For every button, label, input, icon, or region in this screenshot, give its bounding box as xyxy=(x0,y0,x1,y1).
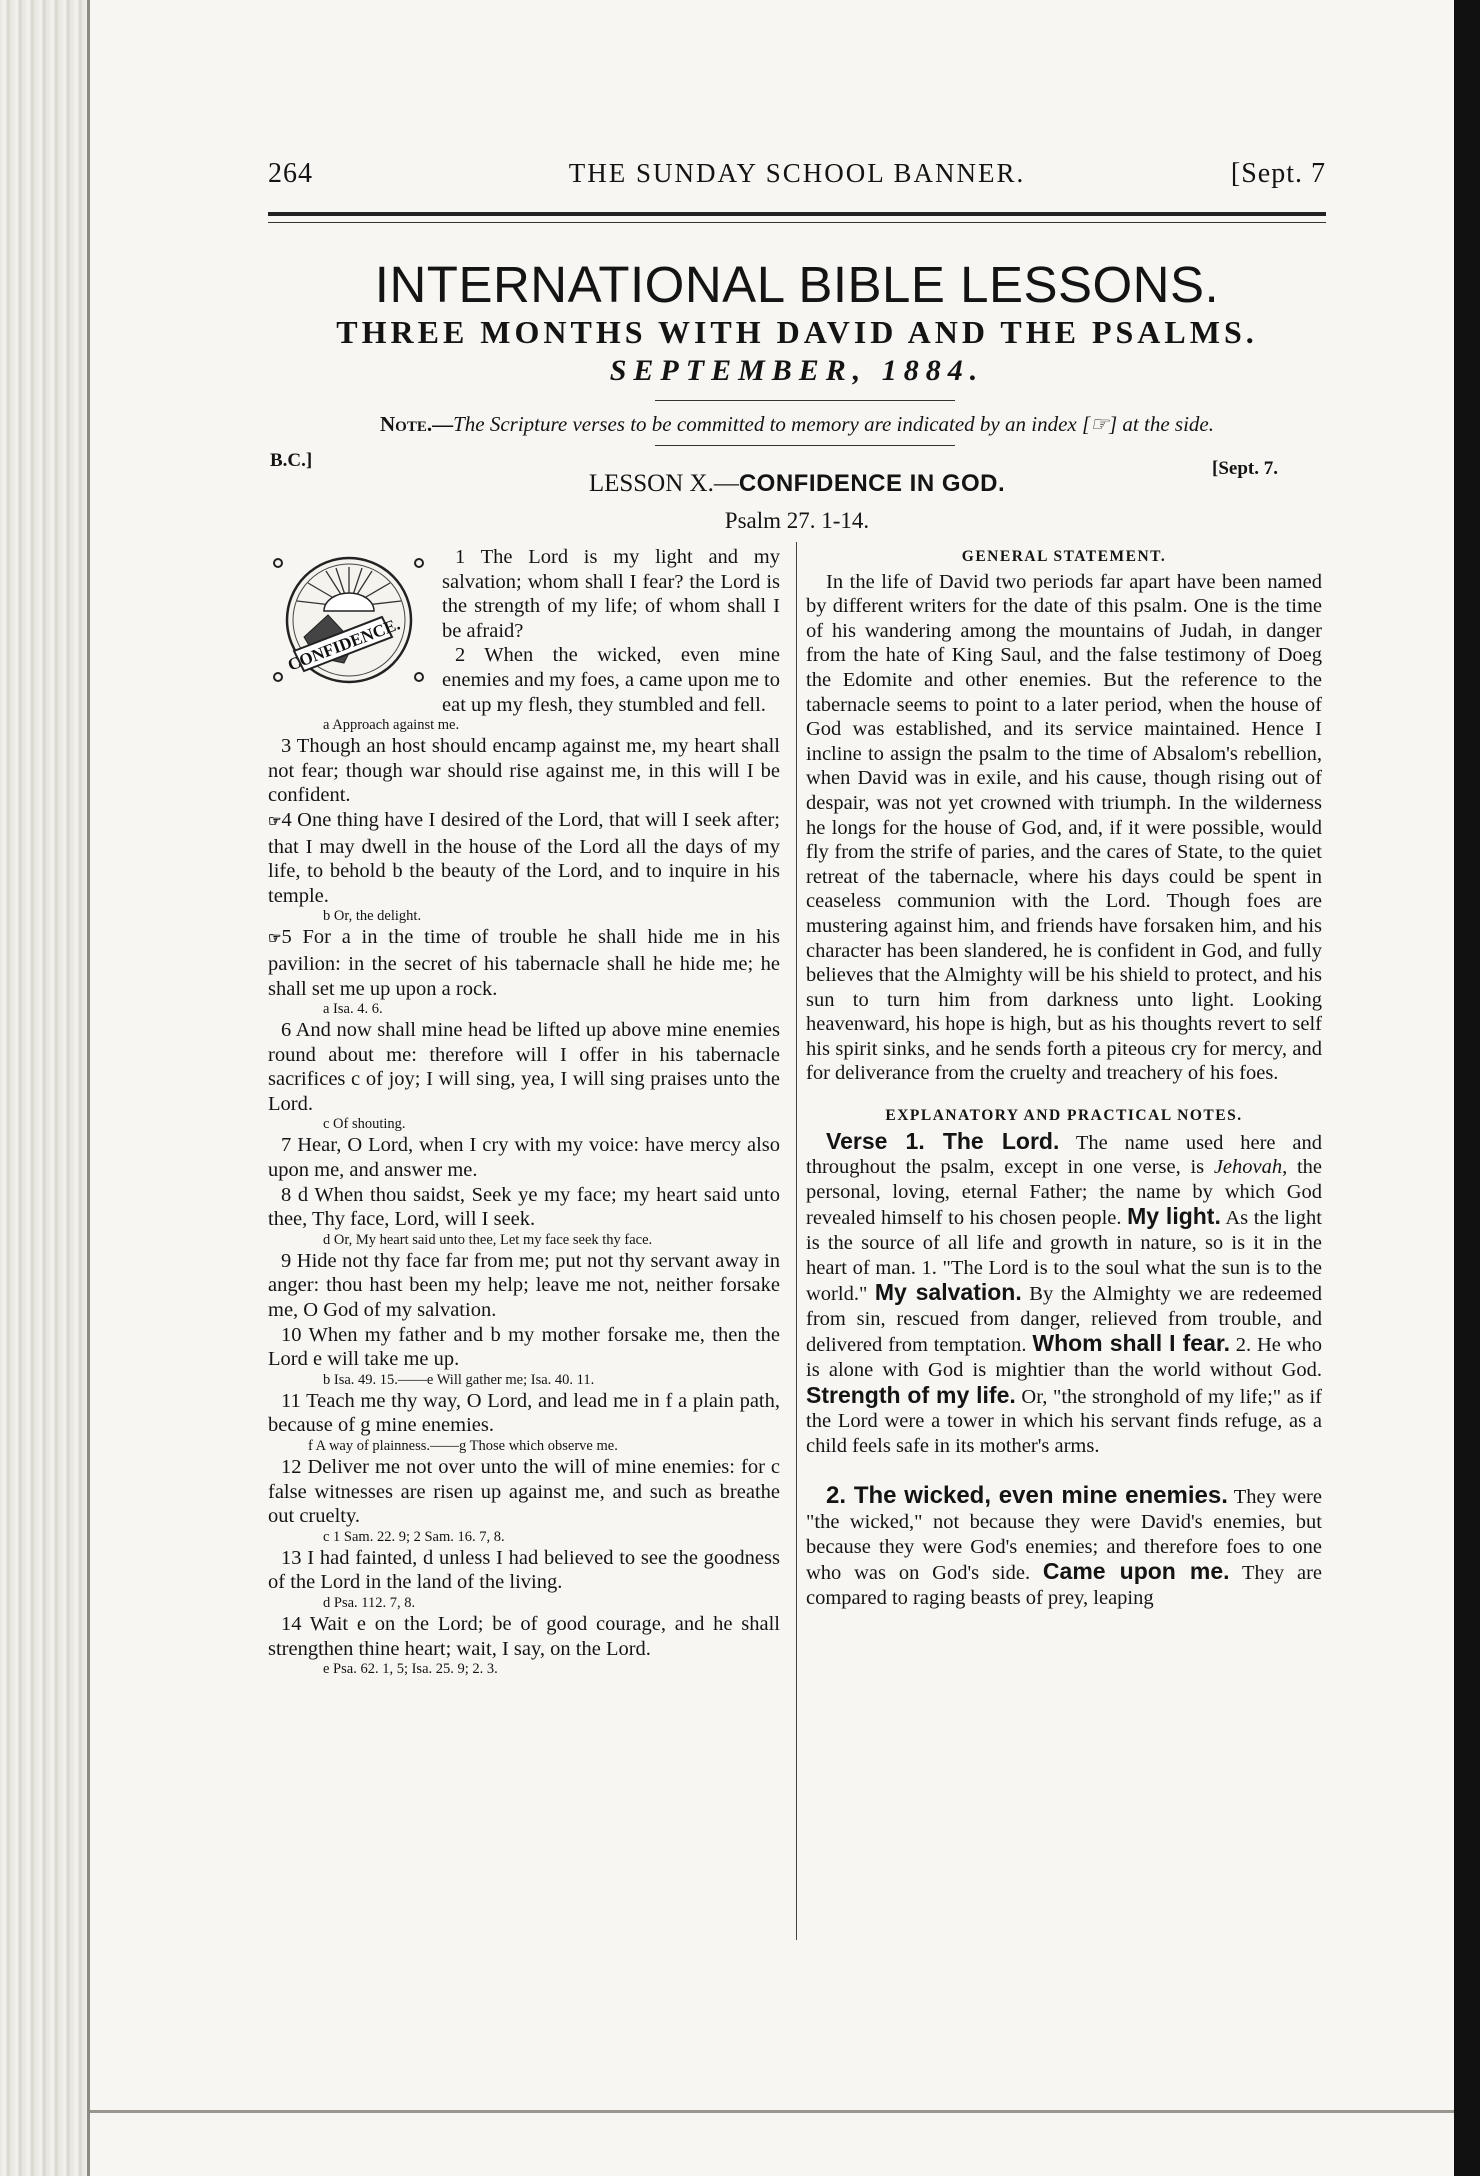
general-statement-text: In the life of David two periods far apart have been named by different writers for the date of this psalm. One is the time of his wandering among the mountains of Judah, in danger from the hate of King Saul, and the false testimony of Doeg the Edomite and other enemies. But the reference to the tabernacle seems to point to a later period, when the house of God was established, and its service maintained. Hence I incline to assign the psalm to the time of Absalom's rebellion, when David was in exile, and his cause, though rising out of despair, was not yet crowned with triumph. In the wilderness he longs for the house of God, and, if it were possible, would fly from the strife of paries, and the cares of State, to the quiet retreat of the tabernacle, where his days could be spent in ceaseless communion with the Lord. Though foes are mustering against him, and friends have forsaken him, and his character has been slandered, he is confident in God, and fully believes that the Almighty will be his shield to protect, and his sun to turn him from darkness unto light. Looking heavenward, his hope is high, but as his thoughts revert to self his spirit sinks, and he sends forth a piteous cry for mercy, and for deliverance from the cruelty and treachery of his foes. xyxy=(806,570,1322,1085)
verse-14: 14 Wait e on the Lord; be of good courage, and he shall strengthen thine heart; wait, I say, on the Lord. xyxy=(268,1612,780,1660)
margin-bc: B.C.] xyxy=(270,450,313,471)
page-number: 264 xyxy=(268,158,313,189)
verse-5-text: 5 For a in the time of trouble he shall hide me in his pavilion: in the secret of his tabernacle shall he hide me; he shall set me up upon a rock. xyxy=(268,926,780,1000)
verse-7: 7 Hear, O Lord, when I cry with my voice: have mercy also upon me, and answer me. xyxy=(268,1134,780,1182)
verse-8: 8 d When thou saidst, Seek ye my face; my heart said unto thee, Thy face, Lord, will I seek. xyxy=(268,1183,780,1231)
verse-9: 9 Hide not thy face far from me; put not thy servant away in anger: thou hast been my help; leave me not, neither forsake me, O God of my salvation. xyxy=(268,1249,780,1322)
verse-13: 13 I had fainted, d unless I had believed to see the goodness of the Lord in the land of the living. xyxy=(268,1546,780,1594)
verse-2: 2 When the wicked, even mine enemies and my foes, a came upon me to eat up my flesh, they stumbled and fell. xyxy=(442,644,780,716)
confidence-emblem-icon xyxy=(264,545,434,695)
divider xyxy=(655,400,955,401)
verse-6: 6 And now shall mine head be lifted up above mine enemies round about me: therefore will I offer in his tabernacle sacrifices c of joy; I will sing, yea, I will sing praises unto the Lord. xyxy=(268,1019,780,1115)
verse-12: 12 Deliver me not over unto the will of mine enemies: for c false witnesses are risen up against me, and such as breathe out cruelty. xyxy=(268,1456,780,1528)
general-statement-heading: GENERAL STATEMENT. xyxy=(961,548,1167,565)
note-label: Note.— xyxy=(380,412,454,436)
divider xyxy=(655,445,955,446)
footnote: b Isa. 49. 15.——e Will gather me; Isa. 40. 11. xyxy=(323,1371,595,1388)
footnote: b Or, the delight. xyxy=(323,908,422,925)
scripture-column xyxy=(268,545,780,1678)
footnote: a Approach against me. xyxy=(323,717,460,734)
notes-heading: EXPLANATORY AND PRACTICAL NOTES. xyxy=(885,1107,1243,1125)
lesson-heading xyxy=(268,470,1326,498)
scripture-reference: Psalm 27. 1-14. xyxy=(724,508,870,533)
publication-title: THE SUNDAY SCHOOL BANNER. xyxy=(568,158,1026,188)
margin-date: [Sept. 7. xyxy=(1212,458,1278,479)
verse-10: 10 When my father and b my mother forsake me, then the Lord e will take me up. xyxy=(268,1323,780,1371)
header-rule xyxy=(268,212,1326,216)
emblem-text: CONFIDENCE. xyxy=(285,614,403,675)
commentary-column xyxy=(806,545,1322,1610)
footnote: c 1 Sam. 22. 9; 2 Sam. 16. 7, 8. xyxy=(323,1528,505,1545)
verse-11: 11 Teach me thy way, O Lord, and lead me in f a plain path, because of g mine enemies. xyxy=(268,1389,780,1437)
index-note xyxy=(268,412,1326,437)
verse-5 xyxy=(268,925,780,1001)
main-title: INTERNATIONAL BIBLE LESSONS. xyxy=(374,256,1220,313)
book-page-edges xyxy=(0,0,90,2176)
footnote: d Psa. 112. 7, 8. xyxy=(323,1594,416,1611)
footnote: f A way of plainness.——g Those which observe me. xyxy=(308,1438,618,1454)
footnote: c Of shouting. xyxy=(323,1116,406,1133)
lesson-title: CONFIDENCE IN GOD. xyxy=(738,470,1006,497)
index-hand-icon: ☞ xyxy=(268,931,282,948)
verse-4-text: 4 One thing have I desired of the Lord, that will I seek after; that I may dwell in the house of the Lord all the days of my life, to behold b the beauty of the Lord, and to inquire in his temple. xyxy=(268,808,780,907)
verse-4 xyxy=(268,808,780,908)
verse-3: 3 Though an host should encamp against me, my heart shall not fear; though war should rise against me, in this will I be confident. xyxy=(268,735,780,807)
note-verse-1: Verse 1. The Lord. The name used here and throughout the psalm, except in one verse, is Jehovah, the personal, loving, eternal Father; the name by which God revealed himself to his chosen people. My light. As the light is the source of all life and growth in nature, so is it in the heart of man. 1. "The Lord is to the soul what the sun is to the world." My salvation. By the Almighty we are redeemed from sin, rescued from danger, relieved from trouble, and delivered from temptation. Whom shall I fear. 2. He who is alone with God is mightier than the world without God. Strength of my life. Or, "the stronghold of my life;" as if the Lord were a tower in which his servant finds refuge, as a child feels safe in its mother's arms. xyxy=(806,1127,1323,1457)
page-bottom-edge xyxy=(90,2110,1454,2113)
sub-title: THREE MONTHS WITH DAVID AND THE PSALMS. xyxy=(336,314,1258,350)
verse-1: 1 The Lord is my light and my salvation; whom shall I fear? the Lord is the strength of my life; of whom shall I be afraid? xyxy=(442,546,780,642)
lesson-number: LESSON X.— xyxy=(588,470,739,497)
header-rule-thin xyxy=(268,222,1326,223)
header-date: [Sept. 7 xyxy=(1230,158,1326,189)
note-verse-2: 2. The wicked, even mine enemies. They were "the wicked," not because they were David's enemies, but because they were God's enemies; and therefore foes to one who was on God's side. Came upon me. They are compared to raging beasts of prey, leaping xyxy=(806,1482,1322,1609)
scan-border xyxy=(1454,0,1480,2176)
month-title: SEPTEMBER, 1884. xyxy=(609,354,985,387)
column-divider xyxy=(796,542,797,1940)
footnote: a Isa. 4. 6. xyxy=(323,1001,383,1018)
note-text: The Scripture verses to be committed to memory are indicated by an index [☞] at the side. xyxy=(453,412,1214,436)
footnote: e Psa. 62. 1, 5; Isa. 25. 9; 2. 3. xyxy=(323,1661,498,1678)
index-hand-icon: ☞ xyxy=(268,813,282,830)
running-header xyxy=(268,158,1326,198)
footnote: d Or, My heart said unto thee, Let my face seek thy face. xyxy=(323,1231,653,1248)
